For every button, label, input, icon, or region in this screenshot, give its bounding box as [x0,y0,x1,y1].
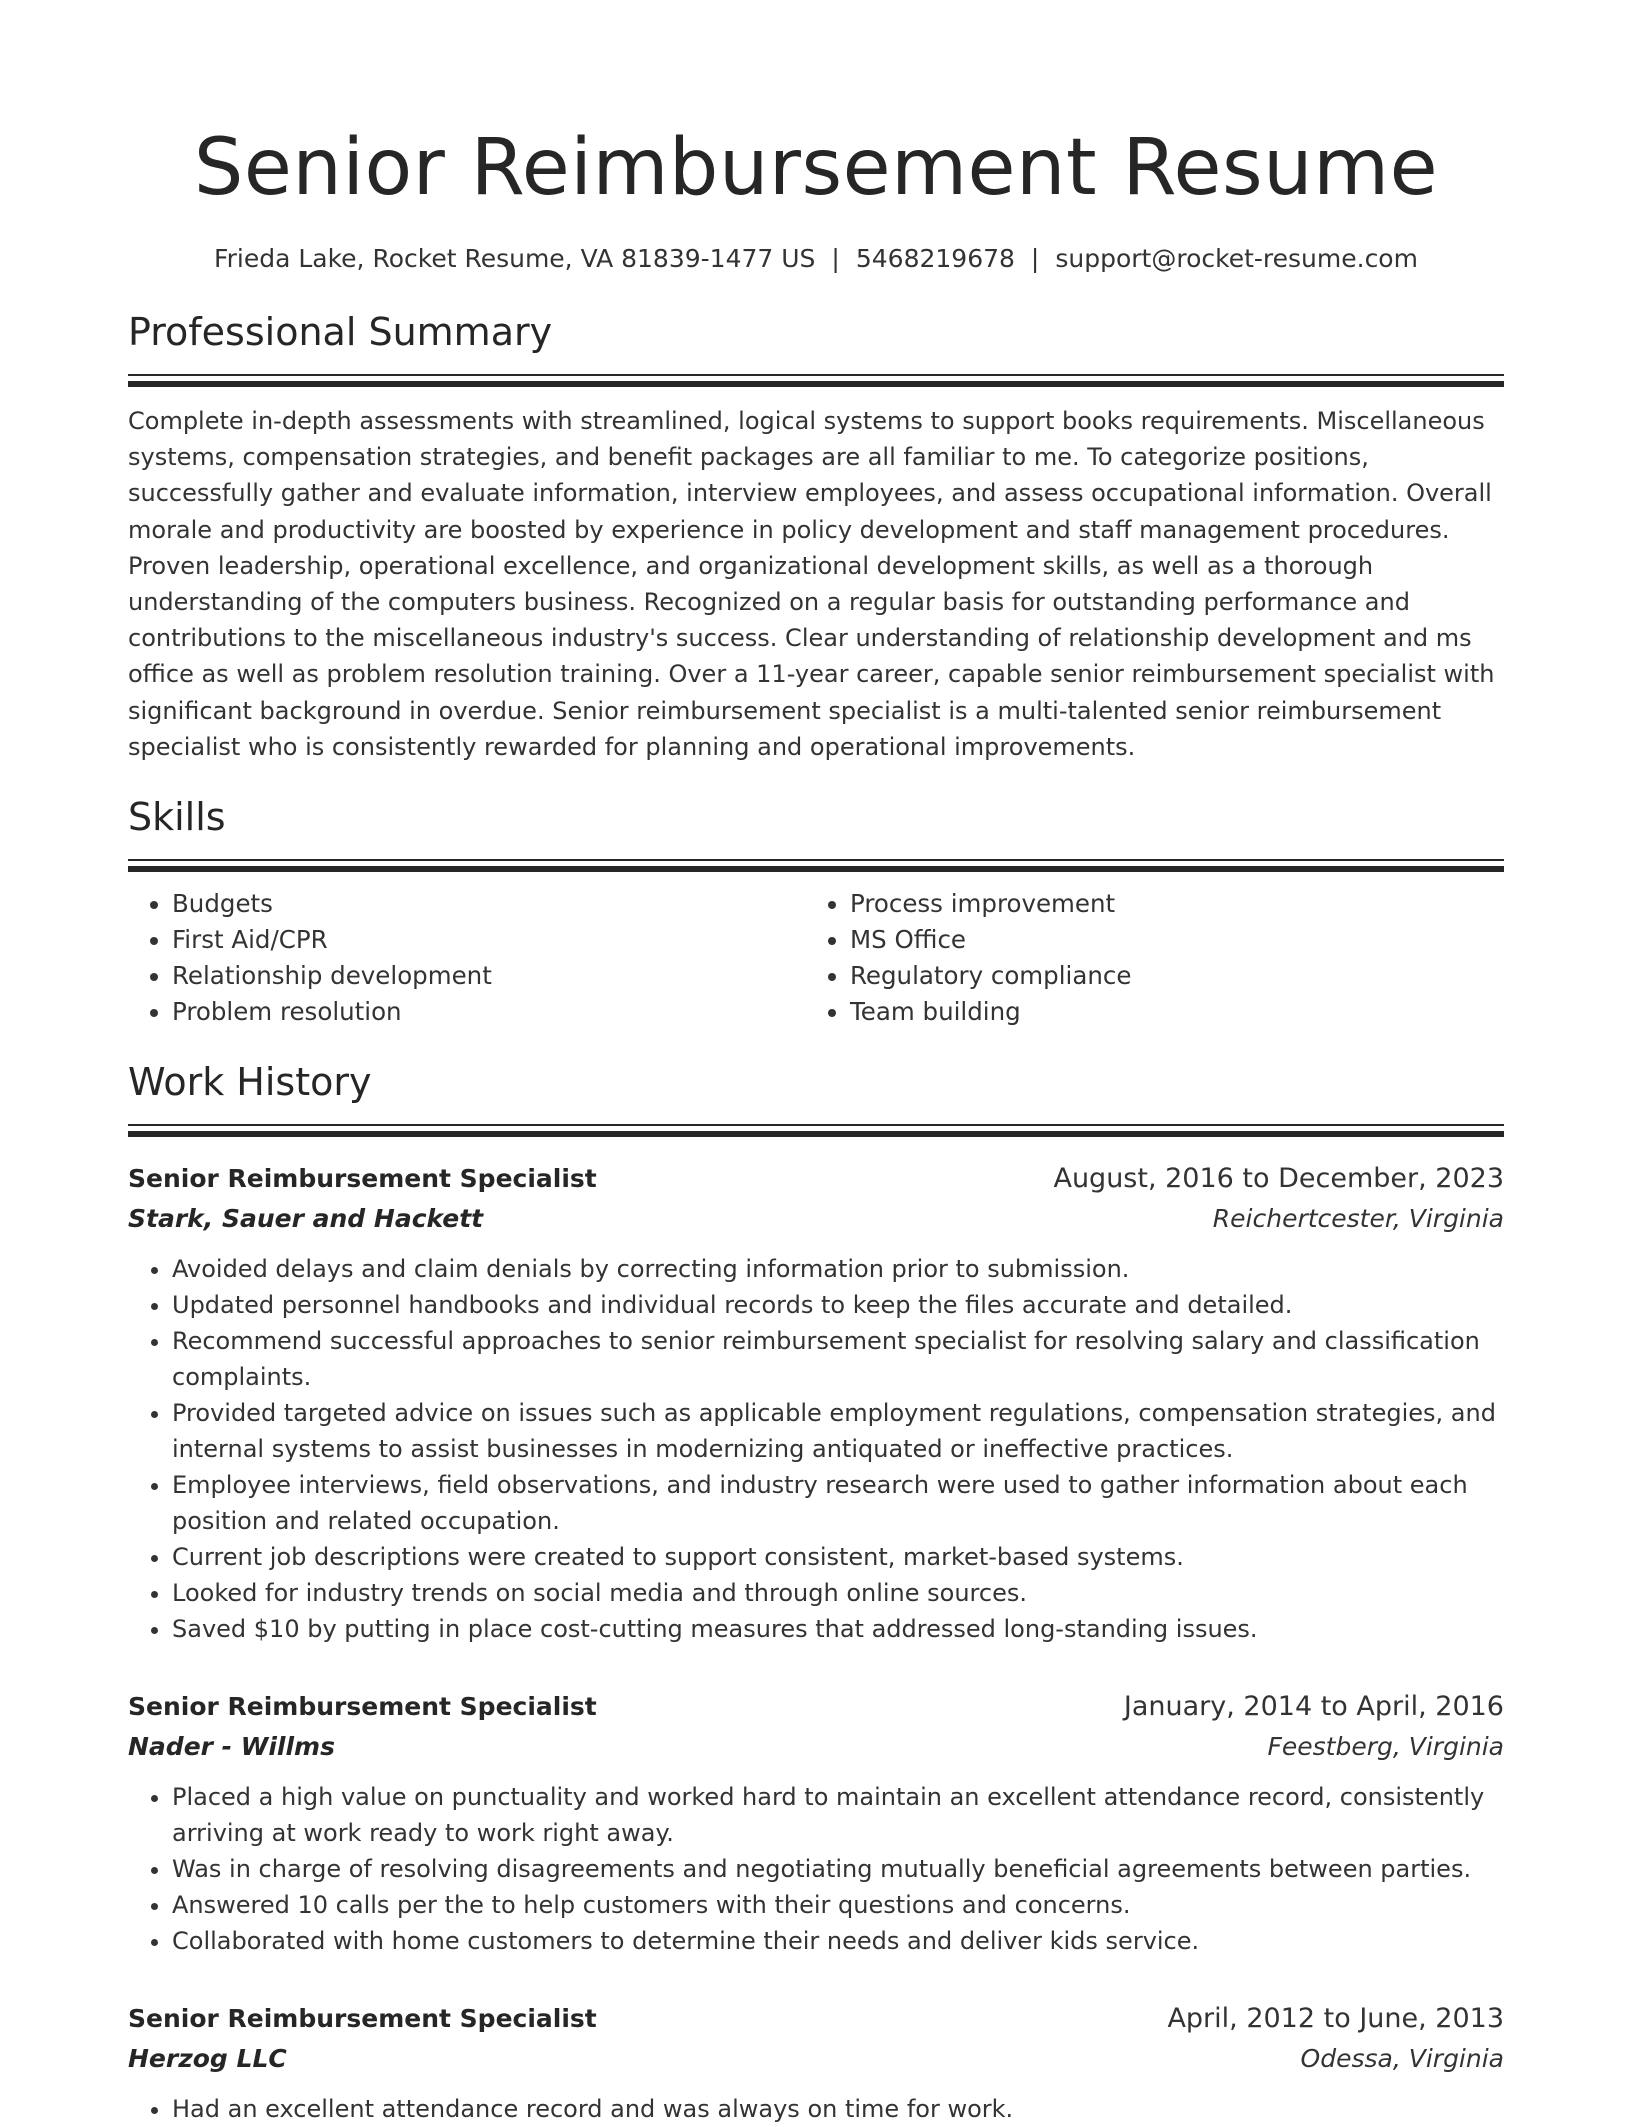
summary-section [128,308,1504,765]
section-divider-thick [128,866,1504,872]
skill-item: • Regulatory compliance [850,958,1484,994]
job-company: Nader - Willms [128,1732,335,1762]
job-bullets [128,2091,1504,2127]
contact-address: Frieda Lake, Rocket Resume, VA 81839-1477 US [214,244,816,273]
skills-list-left [128,886,806,1030]
resume-page [128,0,1504,2127]
skills-section [128,793,1504,1030]
work-history-heading: Work History [128,1060,372,1105]
job-bullets [128,1251,1504,1647]
job-bullet: • Avoided delays and claim denials by correcting information prior to submission. [172,1251,1504,1287]
skill-item: • Budgets [172,886,806,922]
contact-email: support@rocket-resume.com [1055,244,1418,273]
contact-separator: | [1030,244,1040,273]
job-bullet: • Was in charge of resolving disagreements and negotiating mutually beneficial agreements between parties. [172,1851,1504,1887]
job-bullet: • Recommend successful approaches to senior reimbursement specialist for resolving salary and classification complaints. [172,1323,1504,1395]
summary-heading: Professional Summary [128,310,553,354]
job-bullet: • Placed a high value on punctuality and worked hard to maintain an excellent attendance record, consistently arriving at work ready to work right away. [172,1779,1504,1851]
skill-item: • Process improvement [850,886,1484,922]
summary-text: Complete in-depth assessments with streamlined, logical systems to support books requirements. Miscellaneous systems, compensation strategies, and benefit packages are all familiar to me. To categorize positions, successfully gather and evaluate information, interview employees, and assess occupational information. Overall morale and productivity are boosted by experience in policy development and staff management procedures. Proven leadership, operational excellence, and organizational development skills, as well as a thorough understanding of the computers business. Recognized on a regular basis for outstanding performance and contributions to the miscellaneous industry's success. Clear understanding of relationship development and ms office as well as problem resolution training. Over a 11-year career, capable senior reimbursement specialist with significant background in overdue. Senior reimbursement specialist is a multi-talented senior reimbursement specialist who is consistently rewarded for planning and operational improvements. [128,407,1495,761]
job-location: Feestberg, Virginia [1267,1732,1504,1762]
job-bullet: • Had an excellent attendance record and was always on time for work. [172,2091,1504,2127]
resume-title: Senior Reimbursement Resume [193,123,1439,213]
skill-item: • Relationship development [172,958,806,994]
job-bullet: • Employee interviews, field observations, and industry research were used to gather information about each position and related occupation. [172,1467,1504,1539]
job-bullet: • Looked for industry trends on social media and through online sources. [172,1575,1504,1611]
job-bullet: • Provided targeted advice on issues such as applicable employment regulations, compensation strategies, and internal systems to assist businesses in modernizing antiquated or ineffective practices. [172,1395,1504,1467]
job-dates: April, 2012 to June, 2013 [1167,2003,1504,2035]
job-company: Stark, Sauer and Hackett [128,1204,484,1234]
job-bullet: • Collaborated with home customers to determine their needs and deliver kids service. [172,1923,1504,1959]
contact-separator: | [831,244,840,273]
skills-columns [128,886,1504,1030]
skill-item: • First Aid/CPR [172,922,806,958]
skill-item: • MS Office [850,922,1484,958]
job-dates: August, 2016 to December, 2023 [1053,1163,1504,1195]
section-divider [128,859,1504,861]
job-bullet: • Updated personnel handbooks and individual records to keep the files accurate and detailed. [172,1287,1504,1323]
job-bullets [128,1779,1504,1959]
section-divider-thick [128,381,1504,387]
section-divider [128,374,1504,376]
job-location: Reichertcester, Virginia [1212,1204,1504,1234]
section-divider [128,1124,1504,1126]
job-bullet: • Current job descriptions were created to support consistent, market-based systems. [172,1539,1504,1575]
job-company: Herzog LLC [128,2044,287,2074]
skills-heading: Skills [128,795,226,840]
job-title: Senior Reimbursement Specialist [128,1692,597,1722]
job-entry [128,1687,1504,1959]
job-bullet: • Saved $10 by putting in place cost-cutting measures that addressed long-standing issues. [172,1611,1504,1647]
job-location: Odessa, Virginia [1300,2044,1504,2074]
job-title: Senior Reimbursement Specialist [128,2004,597,2034]
skill-item: • Team building [850,994,1484,1030]
job-entry [128,1999,1504,2127]
skills-list-right [806,886,1484,1030]
job-dates: January, 2014 to April, 2016 [1123,1691,1504,1723]
job-entry [128,1159,1504,1647]
section-divider-thick [128,1131,1504,1137]
contact-phone: 5468219678 [855,244,1015,273]
contact-line [128,242,1504,276]
job-title: Senior Reimbursement Specialist [128,1164,597,1194]
skill-item: • Problem resolution [172,994,806,1030]
work-history-section [128,1058,1504,2127]
job-bullet: • Answered 10 calls per the to help customers with their questions and concerns. [172,1887,1504,1923]
